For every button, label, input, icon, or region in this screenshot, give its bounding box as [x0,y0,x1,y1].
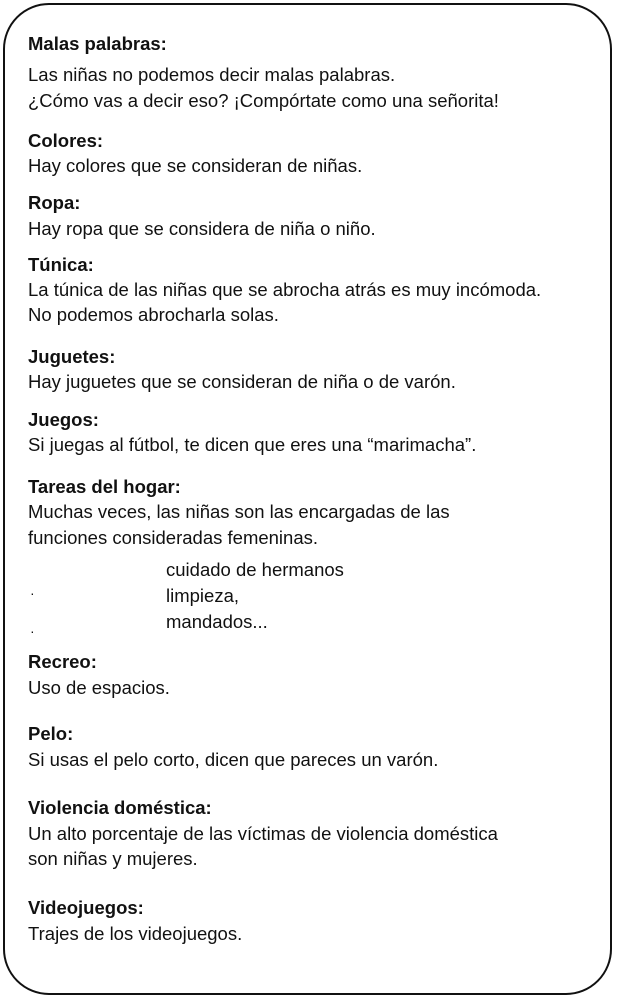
text-pelo: Si usas el pelo corto, dicen que pareces un varón. [28,749,439,770]
heading-tunica: Túnica: [28,254,94,275]
heading-tareas-hogar: Tareas del hogar: [28,476,181,497]
heading-malas-palabras: Malas palabras: [28,33,167,54]
text-recreo: Uso de espacios. [28,677,170,698]
text-violencia-domestica-2: son niñas y mujeres. [28,848,198,869]
text-tunica-2: No podemos abrocharla solas. [28,304,279,325]
text-colores: Hay colores que se consideran de niñas. [28,155,363,176]
list-item: cuidado de hermanos [166,559,344,580]
heading-violencia-domestica: Violencia doméstica: [28,797,212,818]
text-tareas-hogar-2: funciones consideradas femeninas. [28,527,319,548]
text-violencia-domestica-1: Un alto porcentaje de las víctimas de violencia doméstica [28,823,498,844]
text-tunica-1: La túnica de las niñas que se abrocha atrás es muy incómoda. [28,279,542,300]
list-item: limpieza, [166,585,239,606]
list-item: mandados... [166,611,268,632]
heading-pelo: Pelo: [28,723,74,744]
list-bullet: · [30,585,35,601]
text-juegos: Si juegas al fútbol, te dicen que eres una “marimacha”. [28,434,477,455]
heading-colores: Colores: [28,130,104,151]
text-ropa: Hay ropa que se considera de niña o niño. [28,218,376,239]
text-juguetes: Hay juguetes que se consideran de niña o de varón. [28,371,456,392]
text-tareas-hogar-1: Muchas veces, las niñas son las encargadas de las [28,501,450,522]
heading-juegos: Juegos: [28,409,99,430]
text-malas-palabras-2: ¿Cómo vas a decir eso? ¡Compórtate como una señorita! [28,90,499,111]
heading-juguetes: Juguetes: [28,346,116,367]
list-bullet: · [30,623,35,639]
heading-ropa: Ropa: [28,192,81,213]
text-malas-palabras-1: Las niñas no podemos decir malas palabras. [28,64,396,85]
text-videojuegos: Trajes de los videojuegos. [28,923,243,944]
heading-recreo: Recreo: [28,651,97,672]
heading-videojuegos: Videojuegos: [28,897,144,918]
